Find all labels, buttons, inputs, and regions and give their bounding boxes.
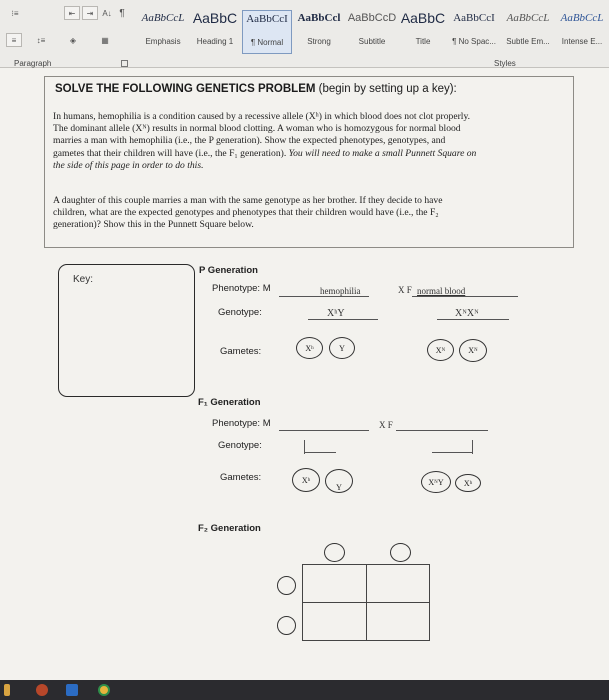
para-line: the side of this page in order to do this. bbox=[53, 159, 204, 171]
f2-generation-heading: F₂ Generation bbox=[198, 523, 261, 534]
f2-punnett-square[interactable] bbox=[302, 564, 430, 641]
style-name: Subtle Em... bbox=[506, 37, 550, 46]
gamete-circle-xn: Xᴺ bbox=[427, 339, 454, 361]
style-name: ¶ No Spac... bbox=[452, 37, 496, 46]
style-intense-emphasis[interactable] bbox=[556, 10, 608, 54]
gamete-circle-xny: XᴺY bbox=[421, 471, 451, 493]
p-generation-heading: P Generation bbox=[199, 265, 258, 276]
p-male-genotype-answer: XʰY bbox=[327, 308, 345, 319]
multilevel-list-icon[interactable]: ⁝≡ bbox=[11, 8, 19, 18]
p-male-phenotype-line bbox=[279, 296, 369, 297]
increase-indent-icon[interactable]: ⇥ bbox=[82, 6, 98, 20]
f1-female-genotype-line bbox=[432, 452, 472, 453]
app-icon[interactable] bbox=[66, 684, 78, 696]
p-female-marker: X F bbox=[398, 285, 412, 295]
document-page[interactable] bbox=[0, 68, 609, 680]
f1-male-genotype-line bbox=[304, 452, 336, 453]
style-strong[interactable] bbox=[294, 10, 344, 54]
f1-female-phenotype-line bbox=[396, 430, 488, 431]
gamete-circle-xn: Xᴺ bbox=[459, 339, 487, 362]
style-sample: AaBbCcl bbox=[297, 12, 341, 24]
problem-title bbox=[55, 83, 457, 95]
chrome-icon[interactable] bbox=[98, 684, 110, 696]
style-sample: AaBbCcD bbox=[347, 12, 397, 24]
p-genotype-label: Genotype: bbox=[218, 307, 262, 318]
key-box bbox=[58, 264, 195, 397]
shading-icon[interactable]: ◈ bbox=[69, 35, 77, 45]
styles-group-label: Styles bbox=[494, 59, 516, 68]
paragraph-launcher-icon[interactable] bbox=[121, 60, 128, 67]
para-italic: You will need to make a small Punnett Square on bbox=[286, 147, 477, 159]
style-heading-1[interactable] bbox=[190, 10, 240, 54]
justify-align-icon[interactable]: ≡ bbox=[6, 33, 22, 47]
style-name: Strong bbox=[307, 37, 331, 46]
problem-box bbox=[44, 76, 574, 248]
gamete-circle-xh: Xʰ bbox=[296, 337, 323, 359]
para-line: children, what are the expected genotypes and phenotypes that their children would have (i.e., the F₂ bbox=[53, 207, 439, 219]
paragraph-group-label: Paragraph bbox=[14, 59, 52, 68]
style-sample: AaBbCcI bbox=[246, 13, 288, 25]
style-sample: AaBbCcL bbox=[141, 12, 185, 24]
f1-genotype-mark bbox=[472, 440, 473, 454]
punnett-vertical-divider bbox=[366, 565, 367, 640]
problem-title-rest: (begin by setting up a key): bbox=[315, 83, 457, 95]
f1-genotype-label: Genotype: bbox=[218, 440, 262, 451]
paragraph-group bbox=[0, 0, 134, 58]
para-line: marries a man with hemophilia (i.e., the P generation). Show the expected phenotypes, genotypes, and bbox=[53, 135, 446, 147]
problem-paragraph-1 bbox=[53, 111, 565, 172]
line-spacing-icon[interactable]: ↕≡ bbox=[36, 35, 46, 45]
style-name: Emphasis bbox=[145, 37, 181, 46]
key-label: Key: bbox=[73, 274, 94, 285]
styles-gallery bbox=[138, 10, 608, 54]
style-emphasis[interactable] bbox=[138, 10, 188, 54]
decrease-indent-icon[interactable]: ⇤ bbox=[64, 6, 80, 20]
start-icon[interactable] bbox=[4, 684, 10, 696]
style-sample: AaBbCcL bbox=[560, 12, 604, 24]
para-line: gametes that their children will have (i.e., the F₁ generation). You will need to make a small Punnett Square on bbox=[53, 147, 477, 159]
p-male-phenotype-answer: hemophilia bbox=[320, 286, 361, 296]
taskbar bbox=[0, 680, 609, 700]
f1-phenotype-label: Phenotype: M bbox=[212, 418, 271, 429]
para-line: generation)? Show this in the Punnett Square below. bbox=[53, 219, 254, 231]
style-name: Subtitle bbox=[358, 37, 386, 46]
style-normal[interactable] bbox=[242, 10, 292, 54]
style-sample: AaBbC bbox=[400, 10, 446, 26]
style-name: ¶ Normal bbox=[250, 38, 284, 47]
gamete-circle-xh: Xʰ bbox=[455, 474, 481, 492]
sort-icon[interactable]: A↓ bbox=[102, 8, 112, 18]
f1-female-marker: X F bbox=[379, 420, 393, 430]
style-subtle-emphasis[interactable] bbox=[502, 10, 554, 54]
para-line: In humans, hemophilia is a condition caused by a recessive allele (Xʰ) in which blood does not clot properly. bbox=[53, 111, 471, 122]
p-phenotype-label: Phenotype: M bbox=[212, 283, 271, 294]
ribbon bbox=[0, 0, 609, 68]
style-sample: AaBbC bbox=[192, 10, 238, 26]
p-female-genotype-answer: XᴺXᴺ bbox=[455, 308, 479, 319]
para-line: The dominant allele (Xᴺ) results in normal blood clotting. A woman who is homozygous for normal blood bbox=[53, 123, 461, 135]
borders-icon[interactable]: ▦ bbox=[101, 35, 109, 45]
style-no-spacing[interactable] bbox=[448, 10, 500, 54]
paragraph-mark-icon[interactable]: ¶ bbox=[119, 7, 125, 19]
f1-male-phenotype-line bbox=[279, 430, 369, 431]
style-subtitle[interactable] bbox=[346, 10, 398, 54]
punnett-side-gamete-circle bbox=[277, 576, 296, 595]
style-sample: AaBbCcL bbox=[506, 12, 550, 24]
problem-paragraph-2 bbox=[53, 195, 565, 232]
style-name: Heading 1 bbox=[196, 37, 234, 46]
gamete-circle-xh: Xʰ bbox=[292, 468, 320, 492]
p-male-genotype-line bbox=[308, 319, 378, 320]
style-title[interactable] bbox=[400, 10, 446, 54]
f1-generation-heading: F₁ Generation bbox=[198, 397, 261, 408]
gamete-circle-y: Y bbox=[325, 469, 353, 493]
p-gametes-label: Gametes: bbox=[220, 346, 262, 357]
style-sample: AaBbCcI bbox=[453, 12, 495, 24]
punnett-top-gamete-circle bbox=[390, 543, 411, 562]
p-female-phenotype-line bbox=[412, 296, 518, 297]
powerpoint-icon[interactable] bbox=[36, 684, 48, 696]
para-line: A daughter of this couple marries a man with the same genotype as her brother. If they decide to have bbox=[53, 195, 443, 206]
p-female-phenotype-answer: normal blood bbox=[417, 286, 466, 296]
problem-title-bold: SOLVE THE FOLLOWING GENETICS PROBLEM bbox=[55, 83, 316, 95]
punnett-side-gamete-circle bbox=[277, 616, 296, 635]
style-name: Intense E... bbox=[561, 37, 603, 46]
style-name: Title bbox=[415, 37, 431, 46]
punnett-top-gamete-circle bbox=[324, 543, 345, 562]
f1-gametes-label: Gametes: bbox=[220, 472, 262, 483]
gamete-circle-y: Y bbox=[329, 337, 355, 359]
p-female-genotype-line bbox=[437, 319, 509, 320]
